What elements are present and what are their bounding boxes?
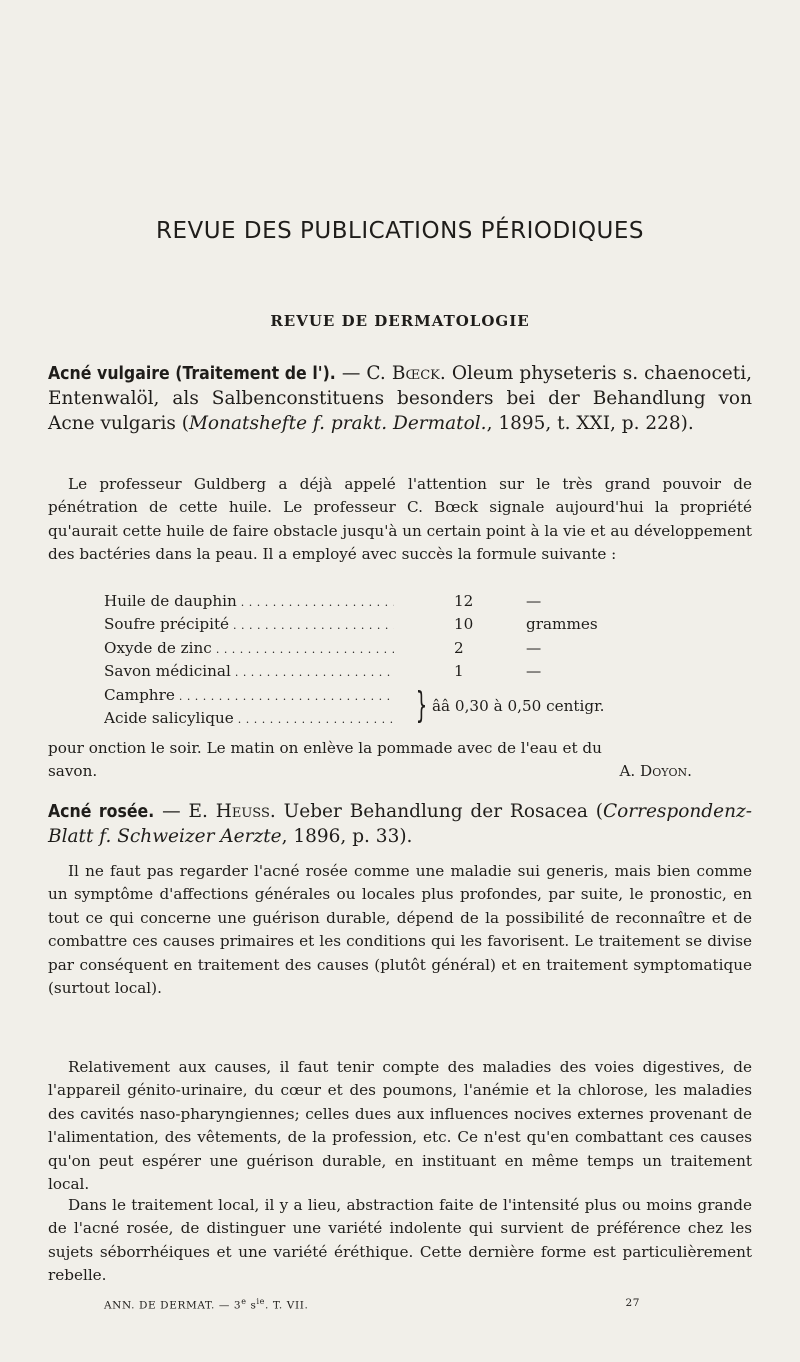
- section-title: REVUE DE DERMATOLOGIE: [270, 312, 530, 330]
- footer-journal-ref: [104, 1297, 308, 1312]
- page-footer: [104, 1297, 640, 1312]
- article2-lead: Acné rosée.: [48, 802, 155, 822]
- footer-ref-sup: ie: [256, 1297, 265, 1306]
- footer-ref-sup: e: [241, 1297, 247, 1306]
- footer-ref-part: ANN. DE DERMAT. — 3: [104, 1299, 242, 1312]
- article2-citation: . Ueber Behandlung der Rosacea (: [269, 801, 603, 822]
- recipe-row: [104, 590, 624, 613]
- article1-citation-end: , 1895, t. XXI, p. 228).: [486, 412, 694, 434]
- recipe-item-qty: 10: [454, 615, 474, 634]
- recipe-item-qty: 1: [454, 662, 464, 681]
- article1-paragraph2-text: pour onction le soir. Le matin on enlève la pommade avec de l'eau et du: [48, 739, 602, 757]
- article2-journal: Correspondenz-Blatt f. Schweizer Aerzte: [48, 801, 752, 847]
- recipe-row: [104, 613, 624, 636]
- article2-paragraph1: Il ne faut pas regarder l'acné rosée comme une maladie sui generis, mais bien comme un symptôme d'affections générales ou locales plus profondes, par suite, le pronostic, en tout ce qui concerne une guérison durable, dépend de la possibilité de reconnaître et de combattre ces causes primaires et les conditions qui les favorisent. Le traitement se divise par conséquent en traitement des causes (plutôt général) et en traitement symptomatique (surtout local).: [48, 862, 752, 998]
- article2-paragraph3: Dans le traitement local, il y a lieu, abstraction faite de l'intensité plus ou moins grande de l'acné rosée, de distinguer une variété indolente qui survient de préférence chez les sujets séborrhéiques et une variété éréthique. Cette dernière forme est particulièrement rebelle.: [48, 1196, 752, 1285]
- footer-ref-part: . T. VII.: [264, 1299, 309, 1312]
- page-number: 27: [625, 1297, 640, 1309]
- article2-separator: — E.: [154, 801, 216, 822]
- recipe-group-dose: ââ 0,30 à 0,50 centigr.: [432, 696, 605, 715]
- article1-separator: — C.: [335, 363, 392, 384]
- article2-author: Heuss: [215, 801, 270, 822]
- article1-paragraph2-end: savon.: [48, 762, 98, 781]
- article1-citation: . Oleum physeteris s. chaenoceti, Entenwalöl, als Salbenconstituens besonders bei der Behandlung von Acne vulgaris (: [48, 363, 752, 434]
- recipe-item-name: Soufre précipité . . .: [104, 613, 394, 636]
- recipe-item-unit: —: [526, 662, 542, 681]
- article1-lead: Acné vulgaire (Traitement de l').: [48, 364, 336, 384]
- recipe-item-name: Camphre . . .: [104, 684, 394, 707]
- recipe-group: [104, 684, 624, 731]
- article2-paragraph2: Relativement aux causes, il faut tenir compte des maladies des voies digestives, de l'appareil génito-urinaire, du cœur et des poumons, l'anémie et la chlorose, les maladies des cavités naso-pharyngiennes; celles dues aux influences nocives externes provenant de l'alimentation, des vêtements, de la profession, etc. Ce n'est qu'en combattant ces causes qu'on peut espérer une guérison durable, en instituant en même temps un traitement local.: [48, 1058, 752, 1194]
- recipe-item-unit: grammes: [526, 615, 598, 634]
- recipe-row: [104, 637, 624, 660]
- article1-author: Bœck: [391, 363, 440, 384]
- footer-ref-part: s: [246, 1299, 257, 1312]
- article2-heading: [48, 800, 752, 850]
- article1-paragraph2: [48, 737, 752, 784]
- recipe-item-qty: 2: [454, 638, 464, 657]
- recipe-item-name: Huile de dauphin . . .: [104, 590, 394, 613]
- recipe-item-name: Acide salicylique . . .: [104, 707, 394, 730]
- article2-citation-end: , 1896, p. 33).: [281, 825, 413, 847]
- article1-paragraph1: Le professeur Guldberg a déjà appelé l'attention sur le très grand pouvoir de pénétration de cette huile. Le professeur C. Bœck signale aujourd'hui la propriété qu'aurait cette huile de faire obstacle jusqu'à un certain point à la vie et au développement des bactéries dans la peau. Il a employé avec succès la formule suivante :: [48, 475, 752, 564]
- page-title: REVUE DES PUBLICATIONS PÉRIODIQUES: [155, 218, 645, 244]
- recipe-item-unit: —: [526, 638, 542, 657]
- article1-heading: [48, 362, 752, 436]
- recipe-row: [104, 660, 624, 683]
- article1-journal: Monatshefte f. prakt. Dermatol.: [188, 412, 487, 434]
- recipe-table: [104, 590, 624, 730]
- recipe-item-unit: —: [526, 592, 542, 610]
- article1-signature: A. Doyon.: [619, 762, 692, 781]
- recipe-item-name: Oxyde de zinc . . .: [104, 637, 394, 660]
- signature-line: [48, 760, 752, 783]
- recipe-item-name: Savon médicinal . . .: [104, 660, 394, 683]
- brace-glyph: }: [415, 684, 428, 726]
- recipe-item-qty: 12: [454, 592, 474, 610]
